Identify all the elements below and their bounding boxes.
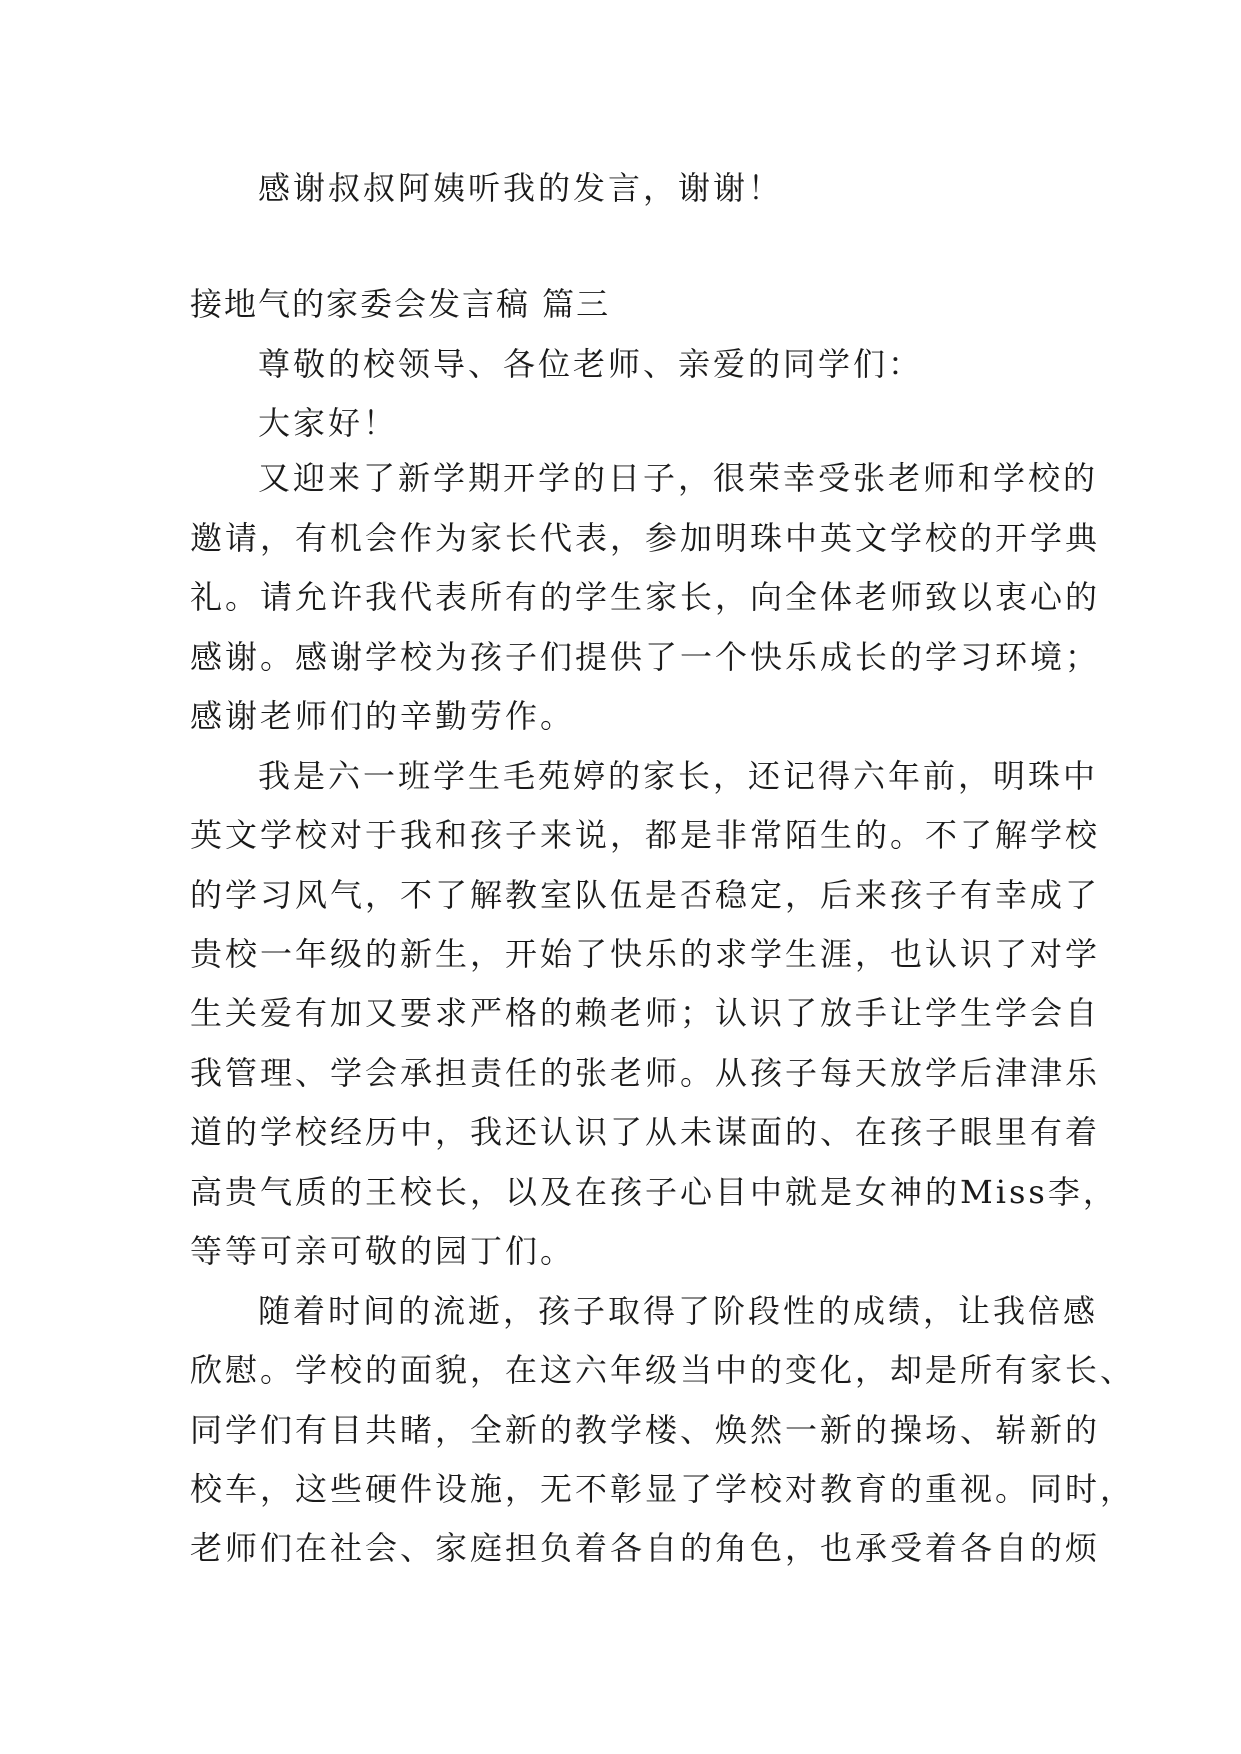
body-line: 英文学校对于我和孩子来说，都是非常陌生的。不了解学校	[190, 816, 1101, 854]
body-line: 的学习风气，不了解教室队伍是否稳定，后来孩子有幸成了	[190, 876, 1101, 914]
greeting: 大家好！	[258, 404, 399, 442]
body-line: 邀请，有机会作为家长代表，参加明珠中英文学校的开学典	[190, 519, 1101, 557]
body-line: 生关爱有加又要求严格的赖老师；认识了放手让学生学会自	[190, 994, 1101, 1032]
body-line: 又迎来了新学期开学的日子，很荣幸受张老师和学校的	[258, 459, 1099, 497]
body-line: 道的学校经历中，我还认识了从未谋面的、在孩子眼里有着	[190, 1113, 1101, 1151]
body-line: 感谢老师们的辛勤劳作。	[190, 697, 576, 735]
body-line: 校车，这些硬件设施，无不彰显了学校对教育的重视。同时，	[190, 1470, 1136, 1508]
closing-line: 感谢叔叔阿姨听我的发言，谢谢！	[258, 169, 784, 207]
salutation: 尊敬的校领导、各位老师、亲爱的同学们：	[258, 345, 924, 383]
body-line: 我管理、学会承担责任的张老师。从孩子每天放学后津津乐	[190, 1054, 1101, 1092]
body-line: 礼。请允许我代表所有的学生家长，向全体老师致以衷心的	[190, 578, 1101, 616]
body-line: 感谢。感谢学校为孩子们提供了一个快乐成长的学习环境；	[190, 638, 1101, 676]
body-line: 随着时间的流逝，孩子取得了阶段性的成绩，让我倍感	[258, 1292, 1099, 1330]
body-line: 欣慰。学校的面貌，在这六年级当中的变化，却是所有家长、	[190, 1351, 1136, 1389]
section-title: 接地气的家委会发言稿 篇三	[190, 285, 611, 323]
body-line: 同学们有目共睹，全新的教学楼、焕然一新的操场、崭新的	[190, 1411, 1101, 1449]
body-line: 老师们在社会、家庭担负着各自的角色，也承受着各自的烦	[190, 1529, 1101, 1567]
body-line: 高贵气质的王校长，以及在孩子心目中就是女神的Miss李，	[190, 1173, 1118, 1211]
body-line: 我是六一班学生毛苑婷的家长，还记得六年前，明珠中	[258, 757, 1099, 795]
body-line: 等等可亲可敬的园丁们。	[190, 1232, 576, 1270]
body-line: 贵校一年级的新生，开始了快乐的求学生涯，也认识了对学	[190, 935, 1101, 973]
